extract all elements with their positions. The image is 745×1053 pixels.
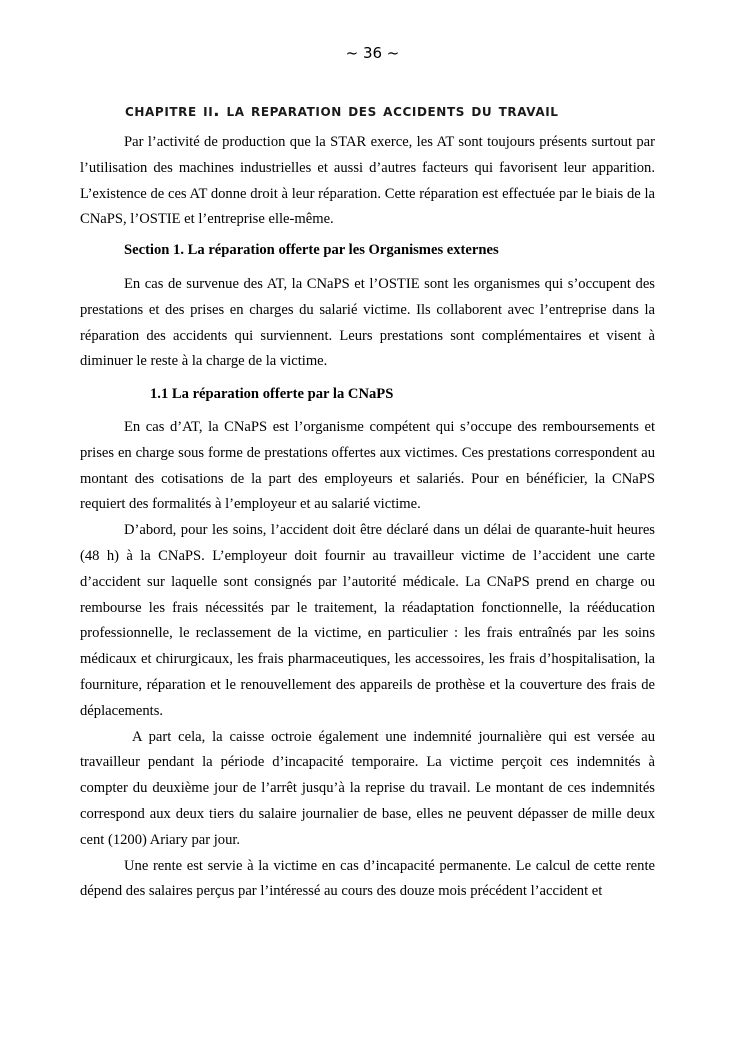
paragraph-rente: Une rente est servie à la victime en cas d’incapacité permanente. Le calcul de cette rente dépend des salaires perçus par l’intéressé au cours des douze mois précédent l’accident et: [80, 857, 655, 900]
chapter-title: chapitre ii. la reparation des accidents du travail: [125, 101, 559, 120]
paragraph-cnaps-overview: En cas d’AT, la CNaPS est l’organisme compétent qui s’occupe des remboursements et prises en charge sous forme de prestations offertes aux victimes. Ces prestations correspondent au montant des cotisations de la part des employeurs et salariés. Pour en bénéficier, la CNaPS requiert des formalités à l’employeur et au salarié victime.: [80, 418, 655, 513]
paragraph-indemnite: A part cela, la caisse octroie également une indemnité journalière qui est versée au travailleur pendant la période d’incapacité temporaire. La victime perçoit ces indemnités à compter du deuxième jour de l’arrêt jusqu’à la reprise du travail. Le montant de ces indemnités correspond aux deux tiers du salaire journalier de base, elles ne peuvent dépasser de mille deux cent (1200) Ariary par jour.: [80, 728, 655, 848]
subsection-1-1-heading: 1.1 La réparation offerte par la CNaPS: [150, 386, 394, 403]
page-content: [80, 92, 655, 905]
paragraph-soins: D’abord, pour les soins, l’accident doit être déclaré dans un délai de quarante-huit heures (48 h) à la CNaPS. L’employeur doit fournir au travailleur victime de l’accident une carte d’accident sur laquelle sont consignés par l’autorité médicale. La CNaPS prend en charge ou rembourse les frais nécessités par le traitement, la réadaptation fonctionnelle, la rééducation professionnelle, le reclassement de la victime, en particulier : les frais entraînés par les soins médicaux et chirurgicaux, les frais pharmaceutiques, les accessoires, les frais d’hospitalisation, la fourniture, réparation et le renouvellement des appareils de prothèse et la couverture des frais de déplacements.: [80, 522, 655, 719]
page-number: ~ 36 ~: [345, 44, 400, 62]
intro-paragraph: Par l’activité de production que la STAR exerce, les AT sont toujours présents surtout par l’utilisation des machines industrielles et aussi d’autres facteurs qui favorisent leur apparition. L’existence de ces AT donne droit à leur réparation. Cette réparation est effectuée par le biais de la CNaPS, l’OSTIE et l’entreprise elle-même.: [80, 134, 655, 228]
section-1-heading: Section 1. La réparation offerte par les Organismes externes: [124, 242, 499, 259]
section-1-paragraph: En cas de survenue des AT, la CNaPS et l’OSTIE sont les organismes qui s’occupent des prestations et des prises en charges du salarié victime. Ils collaborent avec l’entreprise dans la réparation des accidents qui surviennent. Leurs prestations sont complémentaires et visent à diminuer le reste à la charge de la victime.: [80, 275, 655, 370]
